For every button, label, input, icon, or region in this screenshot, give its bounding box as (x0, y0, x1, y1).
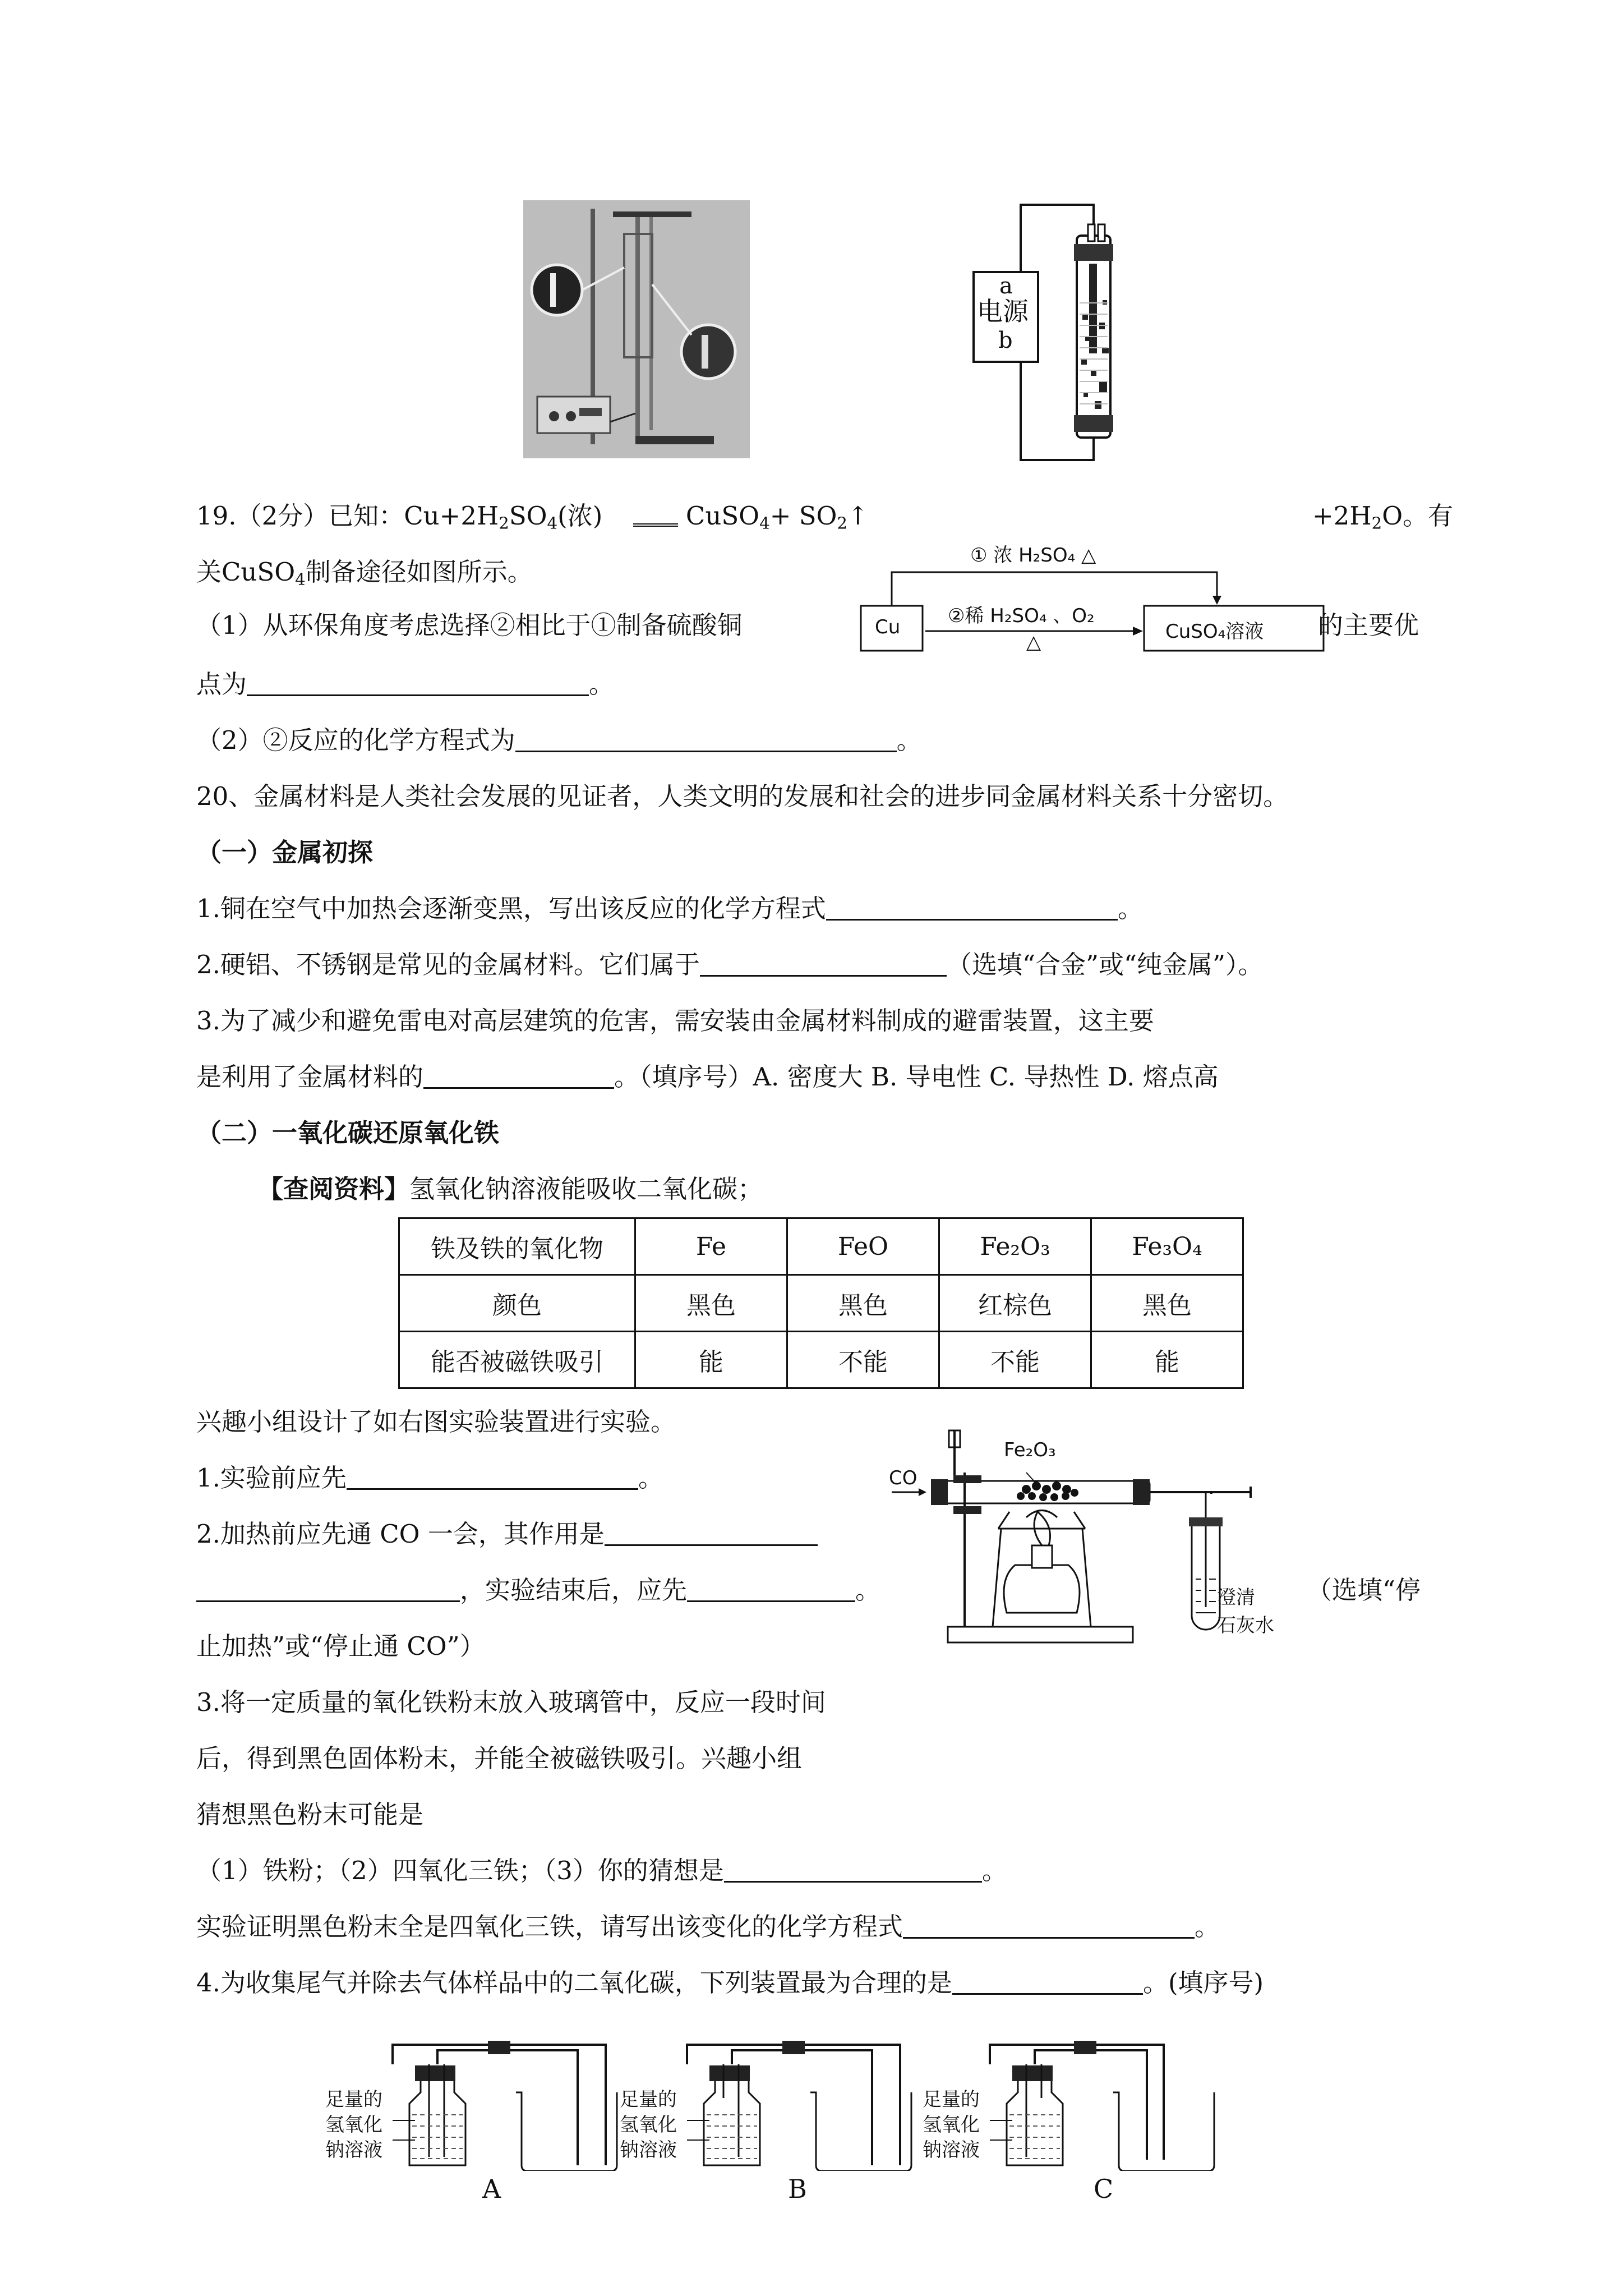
answer-blank[interactable] (423, 1065, 614, 1089)
table-cell: Fe₃O₄ (1091, 1218, 1243, 1275)
answer-blank[interactable] (347, 1466, 638, 1490)
s1-q2: 2.硬铝、不锈钢是常见的金属材料。它们属于 （选填“合金”或“纯金属”）。 (196, 950, 1264, 979)
table-cell: Fe (635, 1218, 787, 1275)
answer-blank[interactable] (826, 896, 1118, 921)
table-cell: 颜色 (399, 1275, 635, 1332)
answer-blank[interactable] (605, 1522, 818, 1546)
power-label-b: b (998, 328, 1013, 353)
table-row (399, 1275, 1243, 1332)
exp-q3-c: 猜想黑色粉末可能是 (196, 1800, 424, 1829)
answer-blank[interactable] (687, 1578, 855, 1602)
route2-heat: △ (1026, 631, 1041, 654)
table-cell: 能 (1091, 1332, 1243, 1388)
answer-blank[interactable] (952, 1971, 1143, 1995)
electrolysis-diagram (965, 202, 1166, 466)
section-heading-2: （二）一氧化碳还原氧化铁 (196, 1118, 500, 1148)
iron-oxide-table (398, 1217, 1244, 1389)
option-c-label[interactable]: C (1094, 2174, 1114, 2204)
q19-part1: （1）从环保角度考虑选择②相比于①制备硫酸铜 (196, 610, 743, 640)
equation-equals-sign (633, 523, 678, 527)
q19-part1-end: 的主要优 (1318, 610, 1419, 640)
q19-line1: 19.（2分）已知：$Cu+2H_2SO_4$(浓) CuSO$_4$+ $SO_2↑$ (196, 501, 869, 533)
exp-q2-a: 2.加热前应先通 CO 一会，其作用是 (196, 1517, 818, 1551)
s1-q3-a: 3.为了减少和避免雷电对高层建筑的危害，需安装由金属材料制成的避雷装置，这主要 (196, 1006, 1154, 1036)
exp-q2-option: （选填“停 (1307, 1575, 1421, 1605)
bottle-label-line2: 氢氧化 (923, 2114, 980, 2136)
exp-intro: 兴趣小组设计了如右图实验装置进行实验。 (196, 1407, 676, 1437)
fe2o3-label: Fe₂O₃ (1004, 1439, 1056, 1461)
route-start-cu: Cu (875, 616, 901, 638)
q20-intro: 20、金属材料是人类社会发展的见证者，人类文明的发展和社会的进步同金属材料关系十分密切。 (196, 781, 1289, 811)
bottle-label-line2: 氢氧化 (620, 2114, 677, 2136)
limewater-label-2: 石灰水 (1217, 1614, 1274, 1637)
exp-q3-e: 实验证明黑色粉末全是四氧化三铁，请写出该变化的化学方程式 。 (196, 1912, 1220, 1941)
power-label-a: a (999, 273, 1013, 299)
route-end-cuso4: CuSO₄溶液 (1165, 620, 1264, 643)
co-label: CO (889, 1467, 917, 1489)
option-a-label[interactable]: A (482, 2174, 501, 2204)
exp-q2-b: ，实验结束后，应先 。 (196, 1573, 880, 1607)
bottle-label-line1: 足量的 (620, 2088, 677, 2111)
exp-q4: 4.为收集尾气并除去气体样品中的二氧化碳，下列装置最为合理的是 。(填序号) (196, 1968, 1264, 1998)
q19-line2: 关CuSO$_4$制备途径如图所示。 (196, 557, 533, 589)
section-heading-1: （一）金属初探 (196, 838, 374, 867)
option-c-apparatus (923, 2031, 1220, 2171)
exp-q2-c: 止加热”或“停止通 CO”） (196, 1631, 485, 1661)
bottle-label-line1: 足量的 (923, 2088, 980, 2111)
power-label: 电源 (977, 296, 1029, 326)
answer-blank[interactable] (515, 728, 897, 752)
reference-line: 【查阅资料】氢氧化钠溶液能吸收二氧化碳； (258, 1174, 763, 1204)
co-reduction-apparatus (886, 1428, 1279, 1652)
route2-label: ②稀 H₂SO₄ 、O₂ (948, 605, 1095, 627)
exp-q3-a: 3.将一定质量的氧化铁粉末放入玻璃管中，反应一段时间 (196, 1687, 826, 1717)
option-b-apparatus (620, 2031, 917, 2171)
table-cell: FeO (787, 1218, 939, 1275)
answer-blank[interactable] (196, 1578, 460, 1602)
table-cell: 黑色 (787, 1275, 939, 1332)
table-cell: 能 (635, 1332, 787, 1388)
bottle-label-line2: 氢氧化 (325, 2114, 382, 2136)
gas-up-arrow-icon: ↑ (847, 501, 869, 531)
table-cell: 能否被磁铁吸引 (399, 1332, 635, 1388)
s1-q1: 1.铜在空气中加热会逐渐变黑，写出该反应的化学方程式 。 (196, 894, 1143, 923)
exp-q3-b: 后，得到黑色固体粉末，并能全被磁铁吸引。兴趣小组 (196, 1743, 803, 1773)
bottle-label-line3: 钠溶液 (325, 2139, 382, 2161)
cuso4-route-diagram (858, 533, 1335, 654)
table-cell: 黑色 (635, 1275, 787, 1332)
route1-label: ① 浓 H₂SO₄ △ (970, 544, 1096, 567)
option-a-apparatus (325, 2031, 623, 2171)
q19-part2: （2）②反应的化学方程式为 。 (196, 725, 922, 755)
exp-q1: 1.实验前应先 。 (196, 1463, 663, 1493)
table-row (399, 1332, 1243, 1388)
answer-blank[interactable] (903, 1915, 1195, 1939)
table-cell: 不能 (787, 1332, 939, 1388)
table-cell: 红棕色 (939, 1275, 1091, 1332)
bottle-label-line3: 钠溶液 (620, 2139, 677, 2161)
table-cell: 不能 (939, 1332, 1091, 1388)
table-cell: Fe₂O₃ (939, 1218, 1091, 1275)
s1-q3-b: 是利用了金属材料的 。（填序号）A. 密度大 B. 导电性 C. 导热性 D. 熔点高 (196, 1062, 1219, 1092)
electrolysis-photo (523, 200, 750, 458)
exp-q3-d: （1）铁粉；（2）四氧化三铁；（3）你的猜想是 。 (196, 1856, 1007, 1885)
answer-blank[interactable] (247, 672, 589, 696)
table-header-row (399, 1218, 1243, 1275)
q19-line1-end: $+2H_2O$。有 (1312, 501, 1454, 533)
option-b-label[interactable]: B (788, 2174, 807, 2204)
answer-blank[interactable] (700, 953, 947, 977)
limewater-label-1: 澄清 (1217, 1586, 1255, 1609)
answer-blank[interactable] (724, 1858, 982, 1883)
table-cell: 铁及铁的氧化物 (399, 1218, 635, 1275)
table-cell: 黑色 (1091, 1275, 1243, 1332)
bottle-label-line1: 足量的 (325, 2088, 382, 2111)
bottle-label-line3: 钠溶液 (923, 2139, 980, 2161)
q19-part1-cont: 点为 。 (196, 669, 615, 699)
